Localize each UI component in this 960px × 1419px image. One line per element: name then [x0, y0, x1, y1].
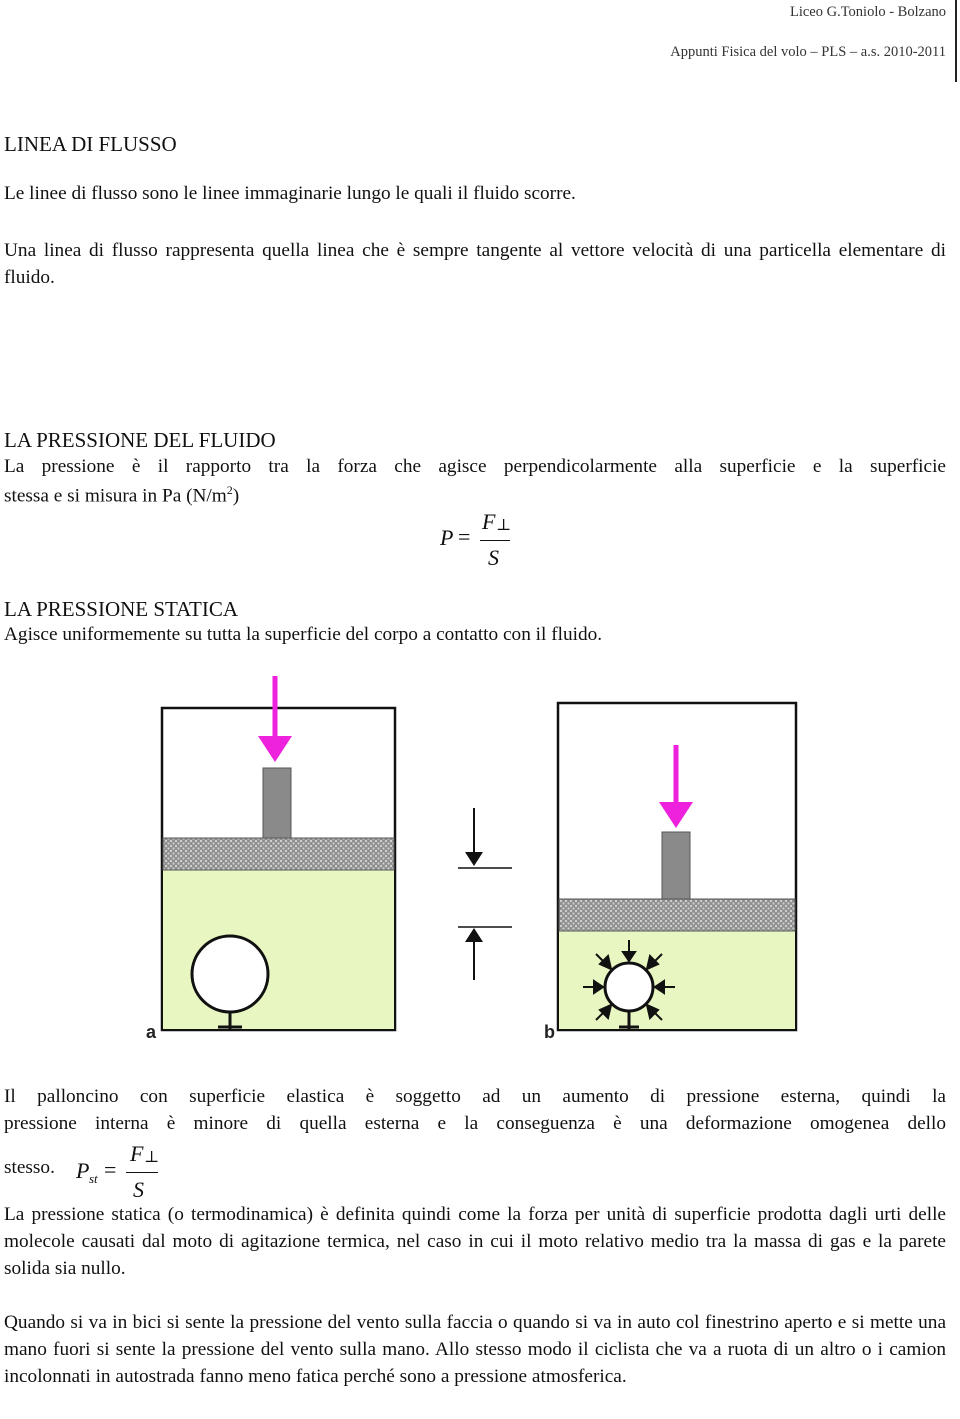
formula2-denominator: S	[133, 1177, 144, 1202]
pressione-line2-text: stessa e si misura in Pa (N/m	[4, 485, 227, 507]
paragraph-bici-vento: Quando si va in bici si sente la pressione del vento sulla faccia o quando si va in auto col finestrino aperto e si mette una mano fuori si sente la pressione del vento sulla mano. Allo stesso modo il ciclista che va a ruota di un altro o i camion incolonnati in autostrada fanno meno fatica perché sono a pressione atmosferica.	[4, 1312, 946, 1387]
formula2-lhs: P	[76, 1158, 90, 1183]
formula2-fraction-bar	[126, 1172, 158, 1173]
piston-balloon-figure	[0, 668, 960, 1048]
paragraph-linea-tangente: Una linea di flusso rappresenta quella linea che è sempre tangente al vettore velocità di una particella elementare di fluido.	[4, 240, 946, 288]
container-b-piston-rod	[662, 832, 690, 899]
formula2-numerator-sub: ⊥	[144, 1149, 160, 1166]
header-rule	[955, 0, 957, 82]
container-b-fluid	[559, 931, 795, 1029]
paragraph-pressione-statica: Agisce uniformemente su tutta la superficie del corpo a contatto con il fluido.	[4, 624, 603, 645]
container-b-piston-plate	[559, 899, 795, 931]
paragraph-palloncino-line1: Il palloncino con superficie elastica è soggetto ad un aumento di pressione esterna, quindi la	[4, 1086, 946, 1107]
container-a-piston-plate	[163, 838, 394, 870]
unit-exponent: 2	[226, 483, 233, 497]
container-a-fluid	[163, 870, 394, 1029]
formula-numerator: F	[482, 509, 496, 534]
formula2-lhs-sub: st	[89, 1171, 98, 1186]
paragraph-pressione-line1: La pressione è il rapporto tra la forza che agisce perpendicolarmente alla superficie e la superficie	[4, 456, 946, 477]
formula-lhs: P	[440, 525, 454, 550]
paragraph-palloncino-line3: stesso.	[4, 1157, 55, 1178]
section-title-pressione-statica: LA PRESSIONE STATICA	[4, 597, 239, 621]
section-title-pressione-fluido: LA PRESSIONE DEL FLUIDO	[4, 428, 276, 452]
pressione-line2-close: )	[232, 485, 240, 507]
formula-numerator-sub: ⊥	[496, 517, 512, 534]
formula2-equals: =	[104, 1157, 117, 1182]
formula2-numerator: F	[130, 1141, 144, 1166]
formula-fraction-bar	[480, 540, 510, 541]
formula-denominator: S	[488, 545, 499, 570]
header-school: Liceo G.Toniolo - Bolzano	[789, 4, 946, 20]
figure-label-a: a	[146, 1022, 157, 1042]
paragraph-linee-di-flusso: Le linee di flusso sono le linee immaginarie lungo le quali il fluido scorre.	[4, 183, 576, 204]
container-a-balloon	[192, 936, 268, 1012]
paragraph-palloncino-line2: pressione interna è minore di quella esterna e la conseguenza è una deformazione omogenea dello	[4, 1113, 946, 1134]
section-title-linea-di-flusso: LINEA DI FLUSSO	[4, 132, 177, 156]
paragraph-pressione-line2	[4, 483, 239, 507]
height-difference-marker	[458, 808, 512, 980]
container-a	[162, 676, 395, 1030]
container-a-piston-rod	[263, 768, 291, 838]
figure-label-b: b	[544, 1022, 555, 1042]
formula-equals: =	[458, 524, 471, 549]
container-b	[558, 703, 796, 1030]
header-course: Appunti Fisica del volo – PLS – a.s. 2010-2011	[670, 44, 946, 60]
paragraph-pressione-statica-definizione: La pressione statica (o termodinamica) è definita quindi come la forza per unità di superficie prodotta dagli urti delle molecole causati dal moto di agitazione termica, nel caso in cui il moto relativo medio tra la massa di gas e la parete solida sia nullo.	[4, 1204, 946, 1279]
